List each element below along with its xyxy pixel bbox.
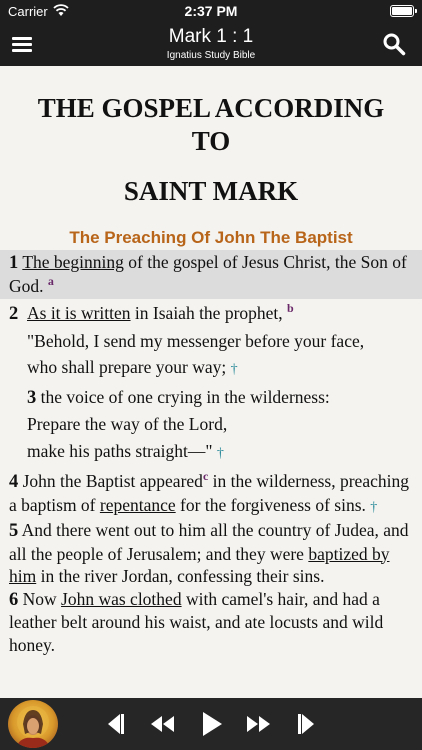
cross-reference-icon[interactable]: † <box>216 445 224 461</box>
verse-number: 3 <box>27 387 37 408</box>
status-time: 2:37 PM <box>184 3 238 19</box>
verse-text: with camel's hair, and had a leather belt around his waist, and ate locusts and wild honey. <box>9 588 384 655</box>
carrier-label: Carrier <box>8 4 48 19</box>
verse-number: 1 <box>9 253 19 273</box>
verse-text: for the forgiveness of sins. <box>175 494 371 515</box>
book-title-line: THE GOSPEL ACCORDING <box>37 93 385 123</box>
status-bar <box>0 0 422 22</box>
verse-2-poetry-line <box>0 356 422 382</box>
verse-number: 2 <box>9 304 19 324</box>
verse-3-poetry-line <box>0 440 422 466</box>
verse-text: of the gospel of Jesus Christ, the Son of God. <box>9 252 407 296</box>
footnote-marker[interactable]: b <box>287 301 294 316</box>
verse-text: in the river Jordan, confessing their sins. <box>36 566 325 586</box>
verse-text: in Isaiah the prophet, <box>130 303 283 323</box>
page-title[interactable]: Mark 1 : 1 <box>168 26 254 47</box>
cross-reference-icon[interactable]: † <box>230 362 238 377</box>
verse-text: John the Baptist appeared <box>18 471 203 491</box>
verse-number: 4 <box>9 472 19 492</box>
verse-1[interactable] <box>0 250 422 299</box>
section-heading: The Preaching Of John The Baptist <box>69 228 353 247</box>
verse-number: 6 <box>9 589 19 610</box>
battery-icon <box>390 5 414 17</box>
study-note-link[interactable]: baptized by him <box>9 543 390 586</box>
search-icon[interactable] <box>382 32 406 56</box>
rewind-icon[interactable] <box>149 710 175 738</box>
verse-text: the voice of one crying in the wilderness: <box>36 386 330 407</box>
study-note-link[interactable]: John was clothed <box>61 588 182 609</box>
play-icon[interactable] <box>200 710 224 738</box>
verse-3[interactable] <box>0 386 422 410</box>
verse-6[interactable] <box>0 588 422 657</box>
verse-5[interactable] <box>0 519 422 588</box>
fast-forward-icon[interactable] <box>246 710 272 738</box>
page-subtitle: Ignatius Study Bible <box>166 50 256 61</box>
verse-text: who shall prepare your way; <box>27 357 227 377</box>
verse-text: And there went out to him all the country of Judea, and all the people of Jerusalem; and they were <box>9 520 409 564</box>
nav-bar <box>0 22 422 66</box>
jesus-portrait-icon[interactable] <box>8 700 58 748</box>
study-note-link[interactable]: The beginning <box>22 252 124 272</box>
verse-2[interactable] <box>0 302 422 326</box>
verse-number: 5 <box>9 521 19 541</box>
skip-back-icon[interactable] <box>103 710 127 738</box>
verse-2-poetry-line: "Behold, I send my messenger before your face, <box>27 330 365 351</box>
verse-text: make his paths straight—" <box>27 440 213 461</box>
verse-text: Now <box>18 588 62 609</box>
footnote-marker[interactable]: a <box>47 273 54 288</box>
skip-forward-icon[interactable] <box>295 710 319 738</box>
cross-reference-icon[interactable]: † <box>370 499 378 515</box>
scripture-content[interactable] <box>0 66 422 698</box>
verse-3-poetry-line: Prepare the way of the Lord, <box>27 414 228 434</box>
study-note-link[interactable]: repentance <box>99 494 176 515</box>
study-note-link[interactable]: As it is written <box>27 303 131 323</box>
verse-4[interactable] <box>0 470 422 519</box>
book-title-main: SAINT MARK <box>123 176 299 206</box>
audio-player-bar <box>0 698 422 750</box>
book-title-line: TO <box>191 126 231 156</box>
verse-text: in the wilderness, preaching a baptism of <box>9 471 409 515</box>
footnote-marker[interactable]: c <box>202 469 209 484</box>
